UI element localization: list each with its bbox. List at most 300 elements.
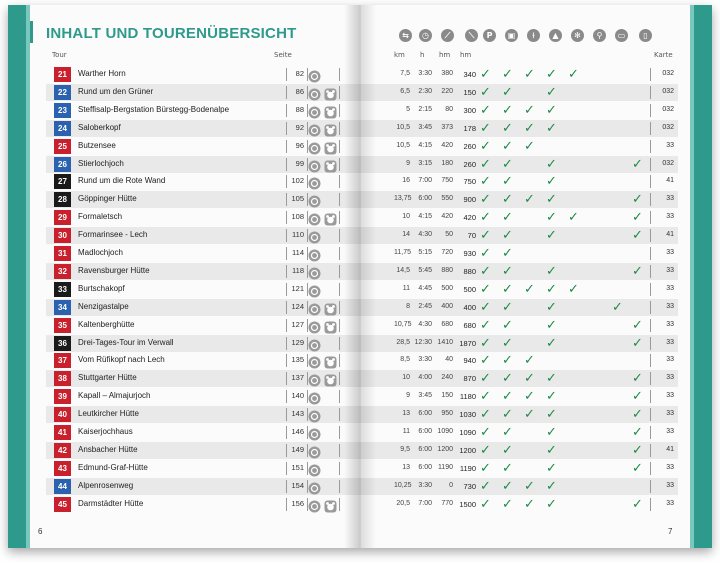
check-icon: ✓ <box>546 174 557 190</box>
family-icon <box>324 122 337 135</box>
column-divider <box>286 104 287 117</box>
check-icon: ✓ <box>546 263 557 279</box>
column-divider <box>650 354 651 367</box>
page-ref: 88 <box>295 104 304 114</box>
cell-hm-up: 720 <box>441 249 453 256</box>
header-seite: Seite <box>274 51 292 59</box>
column-divider <box>339 480 340 493</box>
cell-hm-down: 260 <box>463 141 476 151</box>
cell-hm-down: 260 <box>463 159 476 169</box>
tour-number-badge: 43 <box>54 461 71 476</box>
page-ref: 105 <box>291 194 304 204</box>
tour-number-badge: 44 <box>54 479 71 494</box>
cell-hm-up: 80 <box>445 105 453 113</box>
cell-km: 8,5 <box>400 356 410 364</box>
column-divider <box>650 426 651 439</box>
tour-name: Stierlochjoch <box>78 158 124 168</box>
check-icon: ✓ <box>502 120 513 136</box>
cell-h: 7:00 <box>418 177 432 185</box>
cell-km: 8 <box>406 302 410 310</box>
page-ref: 118 <box>292 265 304 275</box>
page-ref: 114 <box>292 248 304 257</box>
check-icon: ✓ <box>546 371 557 387</box>
tour-name: Kapall – Almajurjoch <box>78 391 151 401</box>
cell-km: 14,5 <box>396 266 410 274</box>
column-divider <box>286 283 287 296</box>
cell-km: 11 <box>402 284 410 292</box>
map-ref: 33 <box>666 302 674 310</box>
tour-number-badge: 28 <box>54 192 71 207</box>
check-icon: ✓ <box>502 174 513 190</box>
difficulty-icon <box>308 68 321 81</box>
column-divider <box>286 444 287 457</box>
page-ref: 149 <box>291 444 304 454</box>
cell-hm-down: 870 <box>463 374 476 384</box>
cell-hm-down: 680 <box>463 320 476 330</box>
column-divider <box>339 211 340 224</box>
cell-hm-up: 1410 <box>437 338 453 346</box>
cell-hm-down: 178 <box>463 123 476 133</box>
cell-h: 3:30 <box>418 481 432 489</box>
check-icon: ✓ <box>480 371 491 387</box>
check-icon: ✓ <box>546 496 557 512</box>
cell-hm-up: 420 <box>441 141 453 149</box>
tour-number-badge: 32 <box>54 264 71 279</box>
cell-h: 4:15 <box>418 213 432 221</box>
difficulty-icon <box>308 104 321 117</box>
cell-h: 3:30 <box>418 70 432 77</box>
check-icon: ✓ <box>480 478 491 494</box>
difficulty-icon <box>308 390 321 403</box>
column-divider <box>286 211 287 224</box>
check-icon: ✓ <box>480 84 491 100</box>
page-number-left: 6 <box>38 527 43 536</box>
column-divider <box>650 140 651 153</box>
tour-name: Ravensburger Hütte <box>78 265 150 275</box>
map-ref: 032 <box>662 70 674 77</box>
cell-km: 13 <box>402 410 410 418</box>
check-icon: ✓ <box>546 84 557 100</box>
cell-km: 10,5 <box>396 141 410 149</box>
difficulty-icon <box>308 122 321 135</box>
cell-hm-down: 1200 <box>459 445 476 455</box>
tour-name: Vom Rüfikopf nach Lech <box>78 355 165 365</box>
tour-name: Drei-Tages-Tour im Verwall <box>78 337 174 347</box>
page-ref: 102 <box>291 176 304 186</box>
check-icon: ✓ <box>524 371 535 387</box>
tour-number-badge: 41 <box>54 425 71 440</box>
downhill-icon: ⟍ <box>465 29 478 42</box>
tour-number-badge: 21 <box>54 67 71 82</box>
column-divider <box>650 104 651 117</box>
check-icon: ✓ <box>480 138 491 154</box>
check-icon: ✓ <box>524 478 535 494</box>
check-icon: ✓ <box>502 138 513 154</box>
cell-hm-up: 880 <box>441 266 453 274</box>
map-ref: 032 <box>662 123 674 131</box>
hut-icon: ▲ <box>549 29 562 42</box>
map-ref: 032 <box>662 105 674 113</box>
check-icon: ✓ <box>546 425 557 440</box>
check-icon: ✓ <box>480 67 491 82</box>
clock-icon: ◷ <box>419 29 432 42</box>
check-icon: ✓ <box>480 174 491 190</box>
check-icon: ✓ <box>480 210 491 226</box>
difficulty-icon <box>308 319 321 332</box>
map-ref: 33 <box>666 499 674 507</box>
column-divider <box>286 122 287 135</box>
cell-hm-up: 180 <box>441 159 453 167</box>
cell-h: 4:30 <box>418 231 432 239</box>
cell-hm-up: 400 <box>441 302 453 310</box>
check-icon: ✓ <box>502 84 513 100</box>
difficulty-icon <box>308 86 321 99</box>
map-ref: 33 <box>666 374 674 382</box>
column-divider <box>650 247 651 260</box>
column-divider <box>339 337 340 350</box>
cell-hm-down: 1870 <box>459 338 476 348</box>
check-icon: ✓ <box>612 299 623 315</box>
family-icon <box>324 372 337 385</box>
check-icon: ✓ <box>546 120 557 136</box>
check-icon: ✓ <box>480 496 491 512</box>
tour-number-badge: 30 <box>54 228 71 243</box>
check-icon: ✓ <box>480 335 491 351</box>
check-icon: ✓ <box>480 120 491 136</box>
difficulty-icon <box>308 372 321 385</box>
tour-number-badge: 37 <box>54 353 71 368</box>
check-icon: ✓ <box>546 442 557 458</box>
cell-km: 28,5 <box>396 338 410 346</box>
tour-number-badge: 38 <box>54 371 71 386</box>
column-divider <box>286 480 287 493</box>
column-divider <box>286 390 287 403</box>
column-divider <box>339 265 340 278</box>
check-icon: ✓ <box>502 317 513 333</box>
page-ref: 143 <box>291 409 304 419</box>
page-ref: 110 <box>292 230 304 240</box>
column-divider <box>286 140 287 153</box>
difficulty-icon <box>308 354 321 367</box>
check-icon: ✓ <box>632 210 643 226</box>
cell-km: 16 <box>402 177 410 185</box>
cell-h: 5:15 <box>418 249 432 256</box>
check-icon: ✓ <box>480 228 491 244</box>
check-icon: ✓ <box>480 317 491 333</box>
check-icon: ✓ <box>502 67 513 82</box>
tour-name: Formaletsch <box>78 212 123 222</box>
uphill-icon: ⟋ <box>441 29 454 42</box>
cell-h: 2:45 <box>418 302 432 310</box>
column-divider <box>339 140 340 153</box>
tour-number-badge: 39 <box>54 389 71 404</box>
cell-hm-down: 70 <box>467 231 476 241</box>
difficulty-icon <box>308 283 321 296</box>
difficulty-icon <box>308 426 321 439</box>
page-ref: 135 <box>291 355 304 365</box>
cell-hm-up: 500 <box>441 284 453 292</box>
check-icon: ✓ <box>502 353 513 369</box>
tour-number-badge: 31 <box>54 246 71 261</box>
tour-number-badge: 26 <box>54 157 71 172</box>
column-divider <box>650 301 651 314</box>
column-divider <box>650 283 651 296</box>
cell-km: 7,5 <box>400 70 410 77</box>
column-divider <box>286 408 287 421</box>
check-icon: ✓ <box>502 442 513 458</box>
check-icon: ✓ <box>524 102 535 118</box>
column-divider <box>286 247 287 260</box>
column-divider <box>286 354 287 367</box>
tour-name: Warther Horn <box>78 69 126 78</box>
cell-h: 3:30 <box>418 356 432 364</box>
map-ref: 33 <box>666 249 674 256</box>
check-icon: ✓ <box>632 389 643 405</box>
column-divider <box>339 462 340 475</box>
cell-hm-up: 770 <box>441 499 453 507</box>
check-icon: ✓ <box>524 281 535 297</box>
difficulty-icon <box>308 462 321 475</box>
map-ref: 41 <box>666 177 674 185</box>
map-ref: 33 <box>666 392 674 400</box>
check-icon: ✓ <box>632 407 643 423</box>
difficulty-icon <box>308 193 321 206</box>
cell-km: 13,75 <box>394 195 412 203</box>
cell-km: 10,75 <box>394 320 412 328</box>
page-ref: 146 <box>291 427 304 436</box>
map-ref: 33 <box>666 428 674 435</box>
cell-km: 10,5 <box>396 123 410 131</box>
cell-hm-down: 500 <box>463 284 476 294</box>
check-icon: ✓ <box>632 496 643 512</box>
map-ref: 33 <box>666 213 674 221</box>
column-divider <box>339 193 340 206</box>
page-ref: 108 <box>291 212 304 222</box>
column-divider <box>286 193 287 206</box>
tour-name: Göppinger Hütte <box>78 194 137 204</box>
cell-h: 3:45 <box>418 123 432 131</box>
tour-name: Formarinsee - Lech <box>78 230 148 240</box>
page-ref: 99 <box>295 158 304 168</box>
difficulty-icon <box>308 247 321 260</box>
difficulty-icon <box>308 337 321 350</box>
cell-h: 7:00 <box>418 499 432 507</box>
column-divider <box>339 247 340 260</box>
check-icon: ✓ <box>524 496 535 512</box>
cell-h: 4:15 <box>418 141 432 149</box>
page-ref: 151 <box>291 462 304 472</box>
check-icon: ✓ <box>568 210 579 226</box>
column-divider <box>339 158 340 171</box>
family-icon <box>324 301 337 314</box>
check-icon: ✓ <box>502 389 513 405</box>
column-divider <box>286 372 287 385</box>
check-icon: ✓ <box>524 67 535 82</box>
restaurant-icon: ⟊ <box>527 29 540 42</box>
map-ref: 33 <box>666 266 674 274</box>
page-title: INHALT UND TOURENÜBERSICHT <box>46 25 297 42</box>
check-icon: ✓ <box>480 407 491 423</box>
map-ref: 33 <box>666 338 674 346</box>
family-icon <box>324 140 337 153</box>
check-icon: ✓ <box>632 425 643 440</box>
cell-hm-down: 400 <box>463 302 476 312</box>
cell-h: 3:45 <box>418 392 432 400</box>
cell-h: 6:00 <box>418 463 432 471</box>
difficulty-icon <box>308 408 321 421</box>
cell-hm-down: 420 <box>463 213 476 223</box>
family-icon <box>324 86 337 99</box>
check-icon: ✓ <box>632 442 643 458</box>
difficulty-icon <box>308 498 321 511</box>
check-icon: ✓ <box>502 371 513 387</box>
column-divider <box>286 265 287 278</box>
check-icon: ✓ <box>568 281 579 297</box>
check-icon: ✓ <box>546 228 557 244</box>
check-icon: ✓ <box>502 299 513 315</box>
column-divider <box>286 68 287 81</box>
page-ref: 96 <box>295 140 304 150</box>
cell-km: 9 <box>406 392 410 400</box>
check-icon: ✓ <box>524 120 535 136</box>
cell-h: 6:00 <box>418 445 432 453</box>
tour-number-badge: 33 <box>54 282 71 297</box>
check-icon: ✓ <box>632 263 643 279</box>
column-divider <box>286 86 287 99</box>
check-icon: ✓ <box>546 389 557 405</box>
page-ref: 82 <box>295 69 304 78</box>
family-icon <box>324 104 337 117</box>
cell-hm-up: 373 <box>441 123 453 131</box>
cell-hm-down: 1500 <box>459 499 476 509</box>
difficulty-icon <box>308 175 321 188</box>
cell-hm-down: 750 <box>463 177 476 187</box>
cell-km: 13 <box>402 463 410 471</box>
book-gutter <box>344 5 376 548</box>
column-divider <box>286 229 287 242</box>
column-divider <box>339 498 340 511</box>
family-icon <box>324 354 337 367</box>
title-accent-bar <box>30 21 33 43</box>
difficulty-icon <box>308 444 321 457</box>
family-icon <box>324 158 337 171</box>
column-divider <box>650 193 651 206</box>
cell-km: 10,25 <box>394 481 412 489</box>
cell-hm-down: 940 <box>463 356 476 366</box>
column-divider <box>339 319 340 332</box>
tour-name: Kaltenberghütte <box>78 319 135 329</box>
tour-name: Kaiserjochhaus <box>78 427 133 436</box>
column-divider <box>650 122 651 135</box>
cell-hm-down: 930 <box>463 249 476 258</box>
family-icon <box>324 319 337 332</box>
cell-hm-up: 950 <box>441 410 453 418</box>
map-ref: 33 <box>666 356 674 364</box>
check-icon: ✓ <box>546 210 557 226</box>
check-icon: ✓ <box>480 281 491 297</box>
cell-km: 20,5 <box>396 499 410 507</box>
tour-number-badge: 29 <box>54 210 71 225</box>
check-icon: ✓ <box>480 442 491 458</box>
tour-name: Madlochjoch <box>78 248 123 257</box>
tour-name: Edmund-Graf-Hütte <box>78 462 148 472</box>
map-ref: 33 <box>666 463 674 471</box>
difficulty-icon <box>308 140 321 153</box>
cell-h: 4:45 <box>418 284 432 292</box>
map-ref: 33 <box>666 481 674 489</box>
tour-number-badge: 36 <box>54 336 71 351</box>
column-divider <box>339 444 340 457</box>
cell-hm-up: 420 <box>441 213 453 221</box>
right-edge-highlight <box>690 5 694 548</box>
check-icon: ✓ <box>632 335 643 351</box>
column-divider <box>650 444 651 457</box>
tour-number-badge: 35 <box>54 318 71 333</box>
bike-icon: ⚲ <box>593 29 606 42</box>
check-icon: ✓ <box>502 478 513 494</box>
tour-name: Nenzigastalpe <box>78 301 129 311</box>
cell-h: 5:45 <box>418 266 432 274</box>
page-ref: 121 <box>291 283 304 293</box>
column-divider <box>286 319 287 332</box>
tour-name: Ansbacher Hütte <box>78 444 138 454</box>
check-icon: ✓ <box>546 156 557 172</box>
bus-icon: ▣ <box>505 29 518 42</box>
map-ref: 032 <box>662 87 674 95</box>
map-ref: 33 <box>666 141 674 149</box>
tour-number-badge: 34 <box>54 300 71 315</box>
check-icon: ✓ <box>502 335 513 351</box>
cell-hm-up: 0 <box>449 481 453 489</box>
check-icon: ✓ <box>524 138 535 154</box>
column-divider <box>339 175 340 188</box>
map-ref: 41 <box>666 445 674 453</box>
column-divider <box>650 390 651 403</box>
column-divider <box>339 283 340 296</box>
column-divider <box>650 408 651 421</box>
check-icon: ✓ <box>524 192 535 208</box>
check-icon: ✓ <box>502 407 513 423</box>
cell-h: 12:30 <box>414 338 432 346</box>
cell-h: 6:00 <box>418 428 432 435</box>
check-icon: ✓ <box>632 156 643 172</box>
page-ref: 154 <box>291 480 304 490</box>
check-icon: ✓ <box>546 335 557 351</box>
column-divider <box>286 175 287 188</box>
difficulty-icon <box>308 301 321 314</box>
tour-name: Butzensee <box>78 140 116 150</box>
cell-hm-up: 1200 <box>437 445 453 453</box>
cell-km: 10 <box>402 374 410 382</box>
tour-name: Burtschakopf <box>78 283 125 293</box>
column-divider <box>286 426 287 439</box>
cell-hm-down: 340 <box>463 70 476 79</box>
page-number-right: 7 <box>668 527 673 536</box>
tour-name: Stuttgarter Hütte <box>78 373 137 383</box>
map-ref: 032 <box>662 159 674 167</box>
check-icon: ✓ <box>546 460 557 476</box>
column-divider <box>650 319 651 332</box>
cell-hm-down: 1030 <box>459 410 476 420</box>
check-icon: ✓ <box>632 460 643 476</box>
snow-icon: ✻ <box>571 29 584 42</box>
column-divider <box>650 229 651 242</box>
check-icon: ✓ <box>480 263 491 279</box>
tour-number-badge: 40 <box>54 407 71 422</box>
tour-number-badge: 22 <box>54 85 71 100</box>
column-divider <box>286 158 287 171</box>
cell-km: 5 <box>406 105 410 113</box>
